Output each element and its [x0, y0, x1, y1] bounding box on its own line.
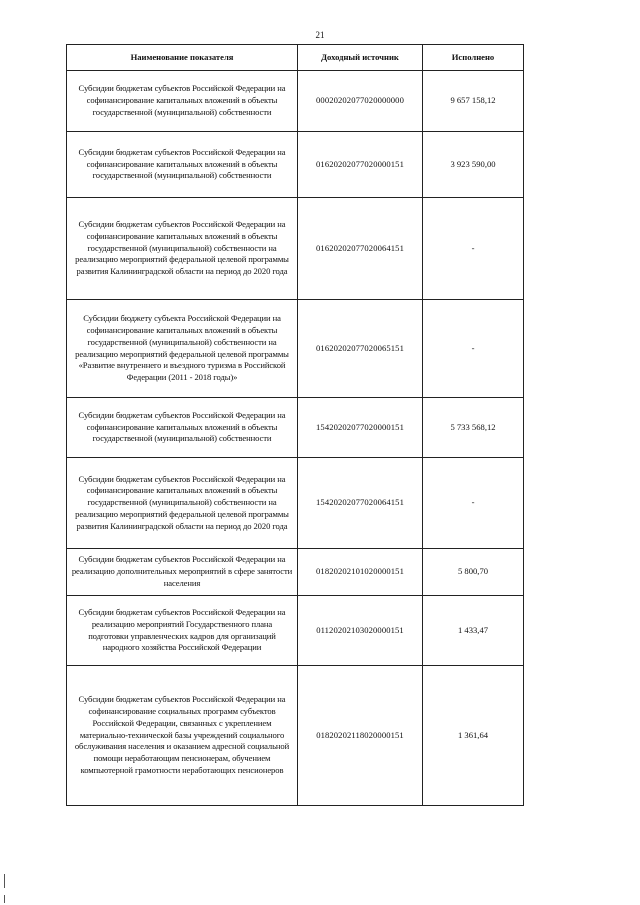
table-row [67, 666, 524, 806]
row-code: 01620202077020000151 [298, 132, 423, 198]
row-name: Субсидии бюджету субъекта Российской Федерации на софинансирование капитальных вложений в объекты государственной (муниципальной) собственности на реализацию мероприятий федеральной целевой программы «Развитие внутреннего и въездного туризма в Российской Федерации (2011 - 2018 годы)» [67, 300, 298, 398]
row-amount: - [423, 300, 524, 398]
column-header-amount: Исполнено [423, 45, 524, 71]
budget-execution-table [66, 44, 524, 806]
row-name: Субсидии бюджетам субъектов Российской Федерации на софинансирование социальных программ субъектов Российской Федерации, связанных с укреплением материально-технической базы учреждений социального обслуживания населения и оказанием адресной социальной помощи неработающим пенсионерам, обучением компьютерной грамотности неработающих пенсионеров [67, 666, 298, 806]
table-header-row [67, 45, 524, 71]
row-amount: 3 923 590,00 [423, 132, 524, 198]
row-name: Субсидии бюджетам субъектов Российской Федерации на реализацию дополнительных мероприятий в сфере занятости населения [67, 549, 298, 596]
row-amount: 5 800,70 [423, 549, 524, 596]
row-amount: 1 433,47 [423, 596, 524, 666]
table-row [67, 300, 524, 398]
row-code: 01120202103020000151 [298, 596, 423, 666]
row-name: Субсидии бюджетам субъектов Российской Федерации на реализацию мероприятий Государственного плана подготовки управленческих кадров для организаций народного хозяйства Российской Федерации [67, 596, 298, 666]
row-code: 15420202077020000151 [298, 398, 423, 458]
column-header-name: Наименование показателя [67, 45, 298, 71]
table-row [67, 458, 524, 549]
row-name: Субсидии бюджетам субъектов Российской Федерации на софинансирование капитальных вложений в объекты государственной (муниципальной) собственности [67, 132, 298, 198]
row-code: 01820202101020000151 [298, 549, 423, 596]
table-row [67, 596, 524, 666]
row-amount: - [423, 458, 524, 549]
row-code: 01820202118020000151 [298, 666, 423, 806]
row-name: Субсидии бюджетам субъектов Российской Федерации на софинансирование капитальных вложений в объекты государственной (муниципальной) собственности на реализацию мероприятий федеральной целевой программы развития Калининградской области на период до 2020 года [67, 198, 298, 300]
column-header-code: Доходный источник [298, 45, 423, 71]
table-row [67, 71, 524, 132]
row-name: Субсидии бюджетам субъектов Российской Федерации на софинансирование капитальных вложений в объекты государственной (муниципальной) собственности [67, 398, 298, 458]
row-amount: - [423, 198, 524, 300]
row-amount: 9 657 158,12 [423, 71, 524, 132]
table-row [67, 132, 524, 198]
table-row [67, 198, 524, 300]
scan-artifact-mark [4, 895, 5, 903]
row-code: 01620202077020064151 [298, 198, 423, 300]
page-number: 21 [315, 30, 325, 40]
row-name: Субсидии бюджетам субъектов Российской Федерации на софинансирование капитальных вложений в объекты государственной (муниципальной) собственности на реализацию мероприятий федеральной целевой программы развития Калининградской области на период до 2020 года [67, 458, 298, 549]
table-row [67, 398, 524, 458]
table-row [67, 549, 524, 596]
row-code: 00020202077020000000 [298, 71, 423, 132]
row-code: 01620202077020065151 [298, 300, 423, 398]
row-code: 15420202077020064151 [298, 458, 423, 549]
row-amount: 1 361,64 [423, 666, 524, 806]
row-name: Субсидии бюджетам субъектов Российской Федерации на софинансирование капитальных вложений в объекты государственной (муниципальной) собственности [67, 71, 298, 132]
scan-artifact-mark [4, 874, 5, 888]
row-amount: 5 733 568,12 [423, 398, 524, 458]
